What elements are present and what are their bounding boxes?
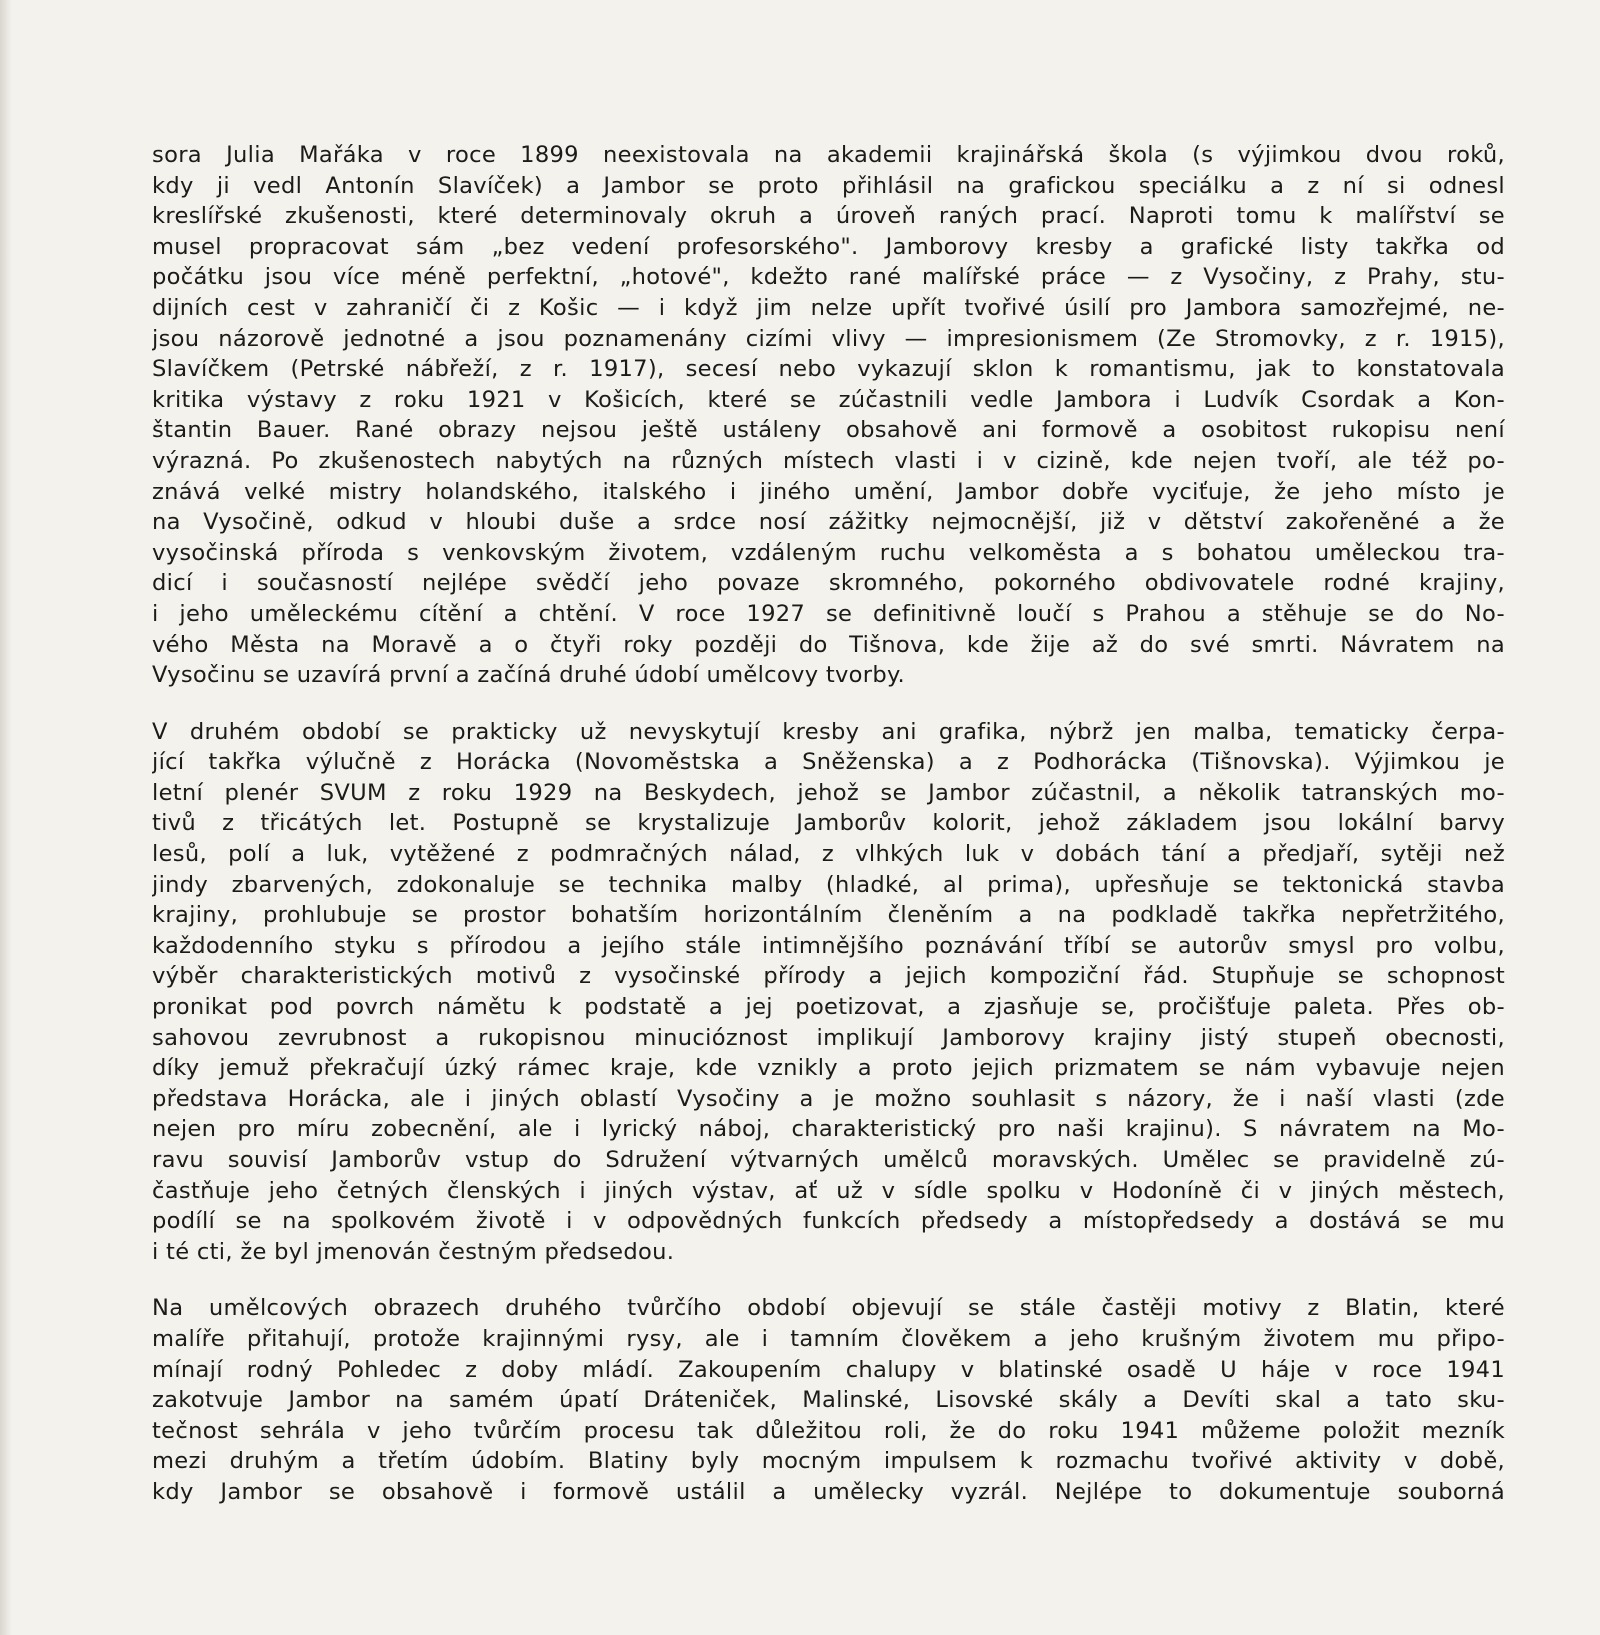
page-gutter-shadow — [0, 0, 12, 1635]
text-line: Slavíčkem (Petrské nábřeží, z r. 1917), secesí nebo vykazují sklon k romantismu, jak to konstatovala — [152, 356, 1505, 383]
text-line: na Vysočině, odkud v hloubi duše a srdce nosí zážitky nejmocnější, již v dětství zakořeněné a že — [152, 509, 1505, 536]
paragraph-3 — [152, 1293, 1505, 1507]
text-line: štantin Bauer. Rané obrazy nejsou ještě ustáleny obsahově ani formově a osobitost rukopisu není — [152, 417, 1505, 444]
text-line: Vysočinu se uzavírá první a začíná druhé údobí umělcovy tvorby. — [152, 662, 905, 689]
text-line: počátku jsou více méně perfektní, „hotové", kdežto rané malířské práce — z Vysočiny, z Prahy, stu- — [152, 264, 1505, 291]
text-line: tivů z třicátých let. Postupně se krystalizuje Jamborův kolorit, jehož základem jsou lokální barvy — [152, 810, 1505, 837]
text-line: lesů, polí a luk, vytěžené z podmračných nálad, z vlhkých luk v dobách tání a předjaří, sytěji než — [152, 841, 1505, 868]
text-line: kdy ji vedl Antonín Slavíček) a Jambor se proto přihlásil na grafickou speciálku a z ní si odnesl — [152, 172, 1505, 199]
body-text — [152, 140, 1505, 1508]
text-line: kreslířské zkušenosti, které determinovaly okruh a úroveň raných prací. Naproti tomu k malířství se — [152, 203, 1505, 230]
paragraph-1 — [152, 140, 1505, 691]
text-line: znává velké mistry holandského, italského i jiného umění, Jambor dobře vyciťuje, že jeho místo je — [152, 478, 1505, 505]
text-line: mínají rodný Pohledec z doby mládí. Zakoupením chalupy v blatinské osadě U háje v roce 1941 — [152, 1356, 1505, 1383]
text-line: zakotvuje Jambor na samém úpatí Dráteniček, Malinské, Lisovské skály a Devíti skal a tato sku- — [152, 1387, 1505, 1414]
text-line: sora Julia Mařáka v roce 1899 neexistovala na akademii krajinářská škola (s výjimkou dvou roků, — [152, 142, 1505, 168]
paragraph-gap — [152, 691, 1505, 717]
text-line: díky jemuž překračují úzký rámec kraje, kde vznikly a proto jejich prizmatem se nám vybavuje nejen — [152, 1055, 1505, 1082]
text-line: i té cti, že byl jmenován čestným předsedou. — [152, 1238, 675, 1265]
text-line: častňuje jeho četných členských i jiných výstav, ať už v sídle spolku v Hodoníně či v jiných městech, — [152, 1177, 1505, 1204]
text-line: výběr charakteristických motivů z vysočinské přírody a jejich kompoziční řád. Stupňuje se schopnost — [152, 963, 1505, 990]
text-line: vého Města na Moravě a o čtyři roky později do Tišnova, kde žije až do své smrti. Návratem na — [152, 631, 1505, 658]
text-line: podílí se na spolkovém životě i v odpovědných funkcích předsedy a místopředsedy a dostává se mu — [152, 1208, 1505, 1235]
text-line: kdy Jambor se obsahově i formově ustálil a umělecky vyzrál. Nejlépe to dokumentuje souborná — [152, 1478, 1505, 1505]
text-line: dicí i současností nejlépe svědčí jeho povaze skromného, pokorného obdivovatele rodné krajiny, — [152, 570, 1505, 597]
text-line: představa Horácka, ale i jiných oblastí Vysočiny a je možno souhlasit s názory, že i naší vlasti (zde — [152, 1085, 1505, 1112]
text-line: jící takřka výlučně z Horácka (Novoměstska a Sněženska) a z Podhorácka (Tišnovska). Výjimkou je — [152, 749, 1505, 776]
text-line: kritika výstavy z roku 1921 v Košicích, které se zúčastnili vedle Jambora i Ludvík Csordak a Kon- — [152, 386, 1505, 413]
text-line: sahovou zevrubnost a rukopisnou minucióznost implikují Jamborovy krajiny jistý stupeň obecnosti, — [152, 1024, 1505, 1051]
text-line: ravu souvisí Jamborův vstup do Sdružení výtvarných umělců moravských. Umělec se pravidelně zú- — [152, 1147, 1505, 1173]
text-line: každodenního styku s přírodou a jejího stále intimnějšího poznávání tříbí se autorův smysl pro volbu, — [152, 932, 1505, 959]
text-line: tečnost sehrála v jeho tvůrčím procesu tak důležitou roli, že do roku 1941 můžeme položit mezník — [152, 1417, 1505, 1444]
paragraph-2 — [152, 717, 1505, 1268]
text-line: malíře přitahují, protože krajinnými rysy, ale i tamním člověkem a jeho krušným životem mu připo- — [152, 1325, 1505, 1352]
text-line: mezi druhým a třetím údobím. Blatiny byly mocným impulsem k rozmachu tvořivé aktivity v době, — [152, 1448, 1505, 1475]
text-line: letní plenér SVUM z roku 1929 na Beskydech, jehož se Jambor zúčastnil, a několik tatranských mo- — [152, 779, 1505, 806]
text-line: jindy zbarvených, zdokonaluje se technika malby (hladké, al prima), upřesňuje se tektonická stavba — [152, 871, 1505, 898]
text-line: vysočinská příroda s venkovským životem, vzdáleným ruchu velkoměsta a s bohatou uměleckou tra- — [152, 539, 1505, 566]
text-line: pronikat pod povrch námětu k podstatě a jej poetizovat, a zjasňuje se, pročišťuje paleta. Přes ob- — [152, 994, 1505, 1021]
text-line: dijních cest v zahraničí či z Košic — i když jim nelze upřít tvořivé úsilí pro Jambora samozřejmé, ne- — [152, 294, 1505, 321]
text-line: jsou názorově jednotné a jsou poznamenány cizími vlivy — impresionismem (Ze Stromovky, z r. 1915), — [152, 325, 1505, 352]
paragraph-gap — [152, 1267, 1505, 1293]
text-line: musel propracovat sám „bez vedení profesorského". Jamborovy kresby a grafické listy takřka od — [152, 233, 1505, 260]
text-line: nejen pro míru zobecnění, ale i lyrický náboj, charakteristický pro naši krajinu). S návratem na Mo- — [152, 1116, 1505, 1143]
text-line: výrazná. Po zkušenostech nabytých na různých místech vlasti i v cizině, kde nejen tvoří, ale též po- — [152, 447, 1505, 474]
text-line: i jeho uměleckému cítění a chtění. V roce 1927 se definitivně loučí s Prahou a stěhuje se do No- — [152, 600, 1505, 627]
text-line: Na umělcových obrazech druhého tvůrčího období objevují se stále častěji motivy z Blatin, které — [152, 1295, 1505, 1322]
text-line: krajiny, prohlubuje se prostor bohatším horizontálním členěním a na podkladě takřka nepřetržitého, — [152, 902, 1505, 929]
text-line: V druhém období se prakticky už nevyskytují kresby ani grafika, nýbrž jen malba, tematicky čerpa- — [152, 718, 1505, 745]
